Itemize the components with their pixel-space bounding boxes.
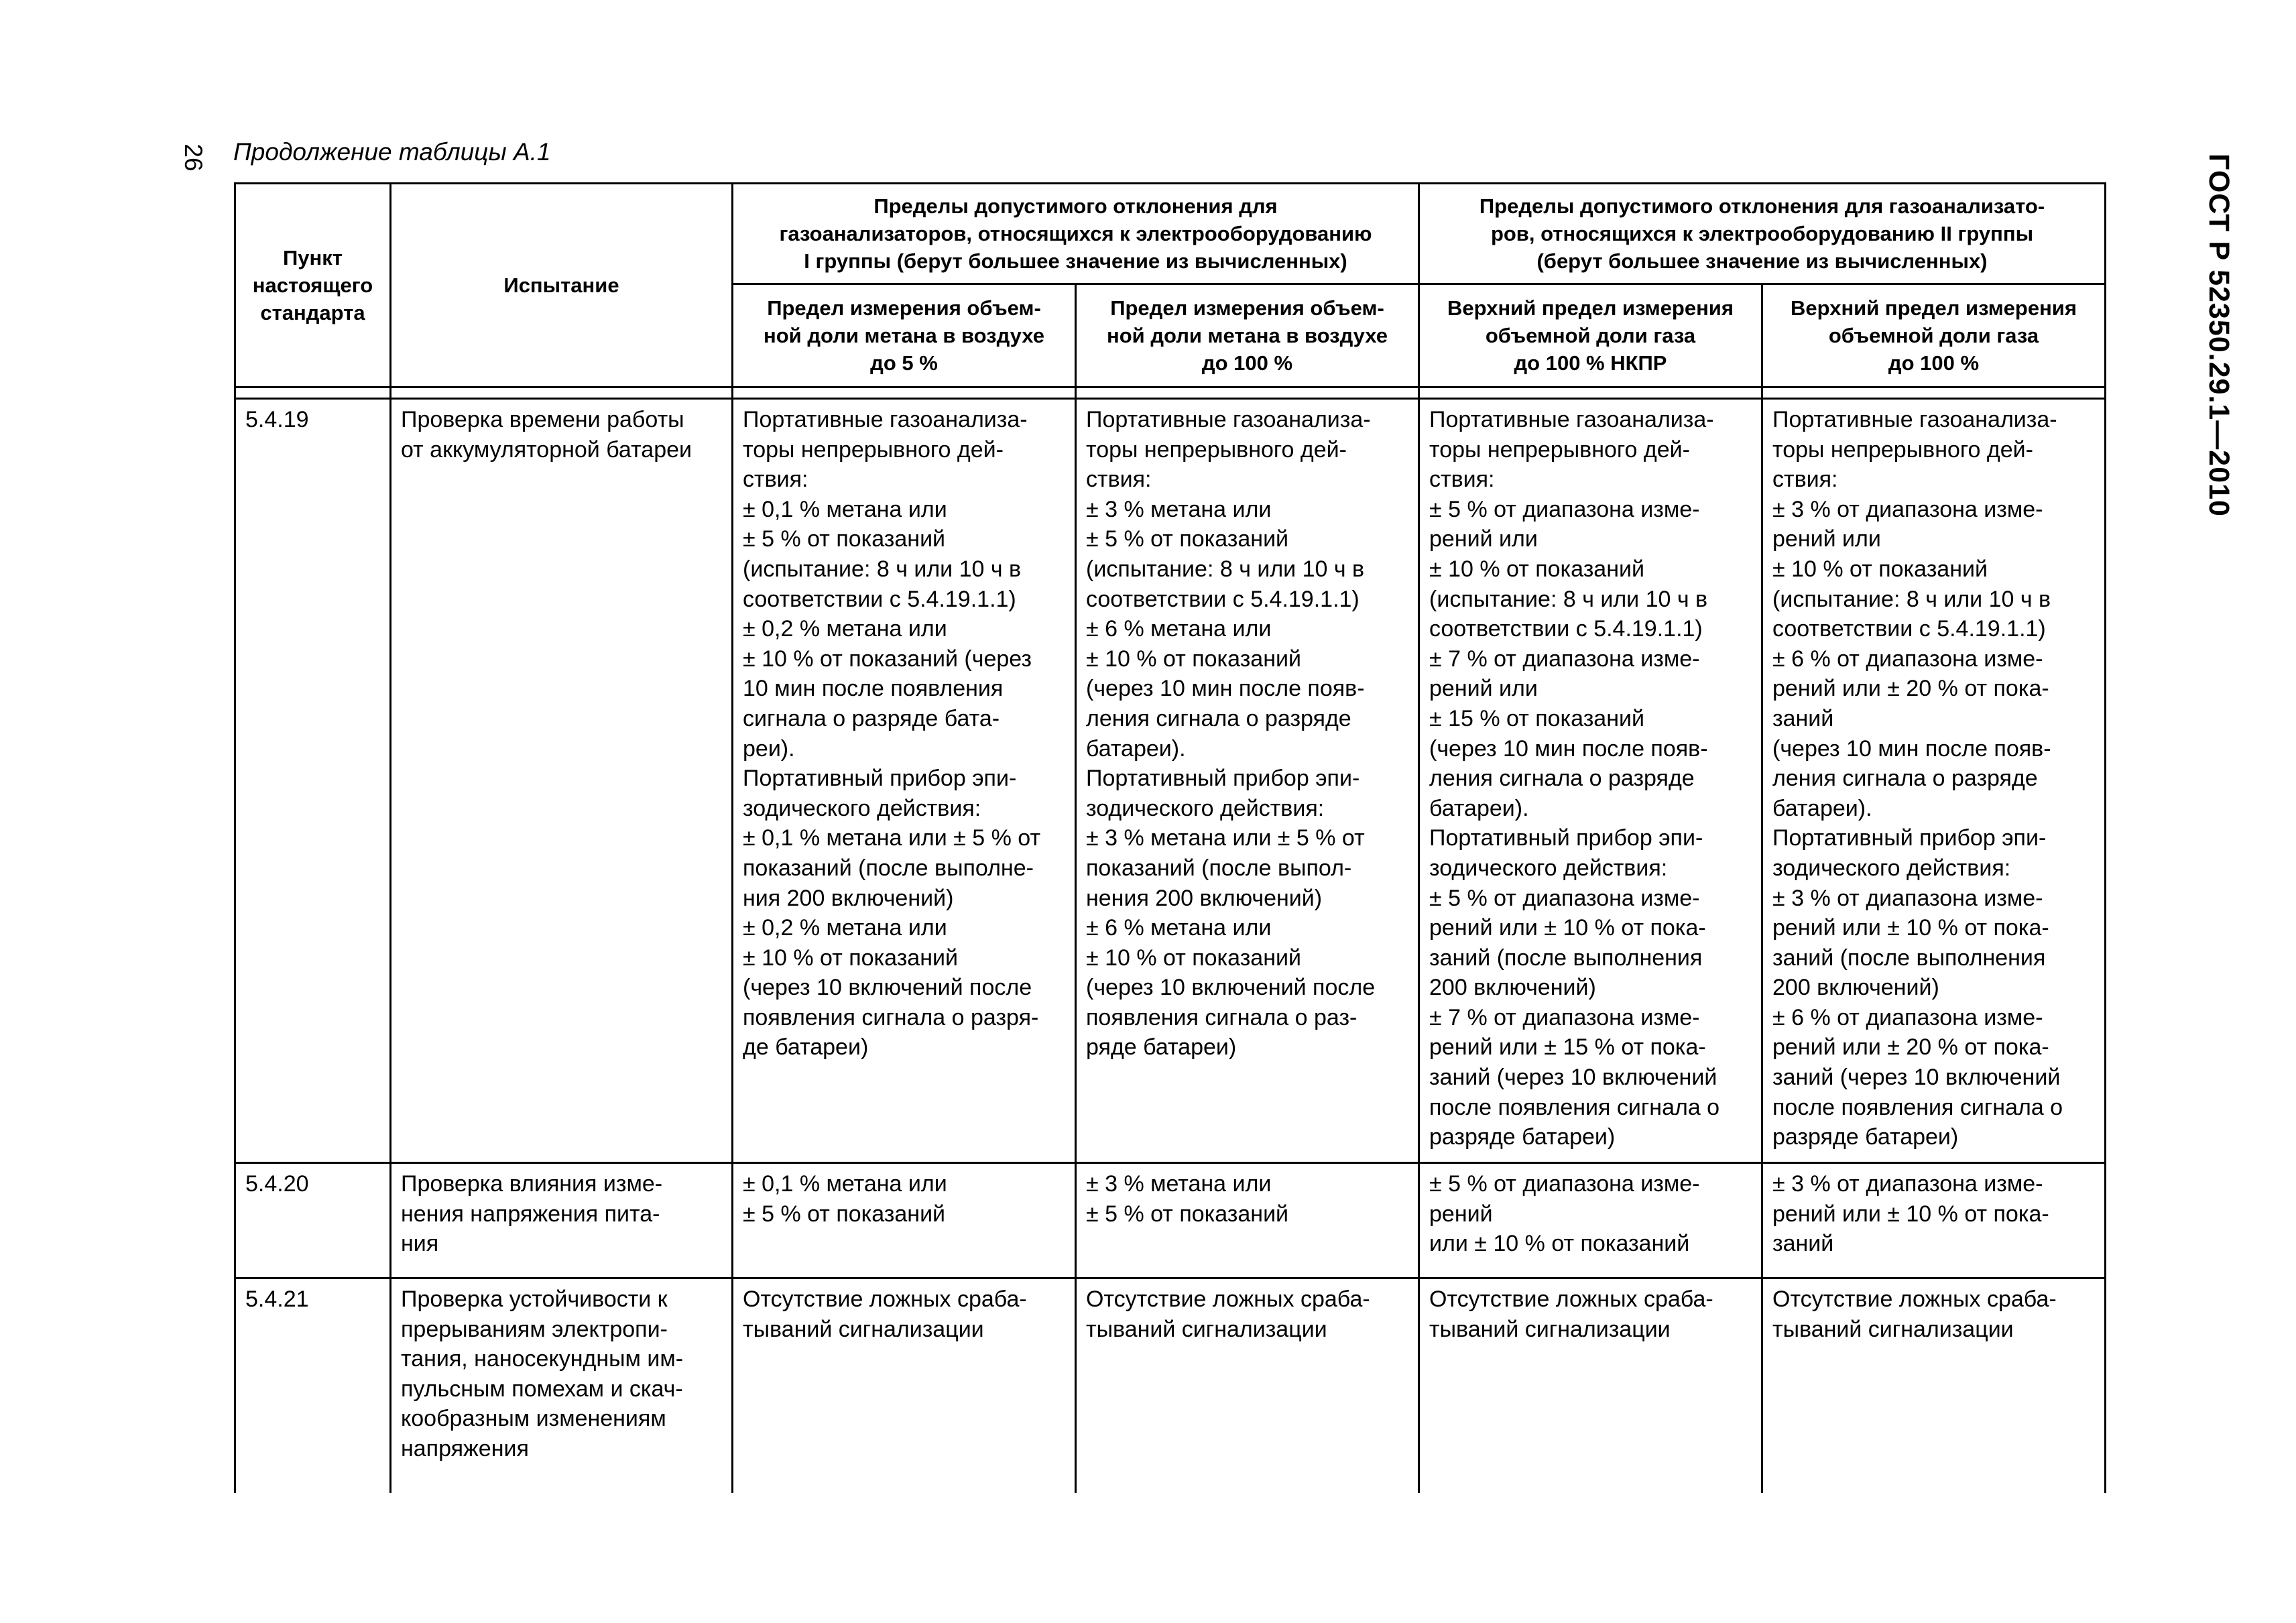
text-line: (испытание: 8 ч или 10 ч в <box>1086 556 1365 582</box>
text-line: 200 включений) <box>1772 975 1939 1001</box>
text-line: Проверка времени работы <box>401 407 684 432</box>
table-caption: Продолжение таблицы А.1 <box>233 138 551 166</box>
text-line: напряжения <box>401 1435 529 1461</box>
text-line: батареи). <box>1772 795 1872 821</box>
text-line: рений или <box>1772 526 1881 552</box>
limit-cell <box>733 1163 1076 1278</box>
header-group2 <box>1419 184 2106 284</box>
text-line: разряде батареи) <box>1429 1124 1616 1150</box>
text-line: ± 10 % от показаний <box>1086 646 1301 672</box>
text-line: появления сигнала о разря- <box>743 1004 1039 1030</box>
limit-cell <box>1762 1278 2106 1493</box>
text-line: (испытание: 8 ч или 10 ч в <box>743 556 1022 582</box>
text-line: нения 200 включений) <box>1086 885 1323 911</box>
text-line: торы непрерывного дей- <box>1772 436 2033 463</box>
text-line: прерываниям электропи- <box>401 1316 668 1342</box>
text-line: соответствии с 5.4.19.1.1) <box>1429 616 1703 642</box>
text-line: заний <box>1772 705 1834 731</box>
header-clause <box>235 184 391 387</box>
text-line: де батареи) <box>743 1034 869 1061</box>
header-sub1 <box>733 284 1076 387</box>
limit-cell <box>1076 1278 1419 1493</box>
text-line: Портативные газоанализа- <box>1429 407 1714 432</box>
text-line: ной доли метана в воздухе <box>1107 324 1388 347</box>
text-line: ± 5 % от показаний <box>743 526 946 552</box>
text-line: объемной доли газа <box>1485 324 1696 347</box>
header-separator <box>235 387 2106 399</box>
text-line: ления сигнала о разряде <box>1429 766 1695 792</box>
text-line: появления сигнала о раз- <box>1086 1004 1357 1030</box>
text-line: соответствии с 5.4.19.1.1) <box>1086 586 1360 612</box>
text-line: заний (через 10 включений <box>1772 1065 2061 1091</box>
text-line: ± 6 % метана или <box>1086 915 1272 941</box>
text-line: ± 5 % от диапазона изме- <box>1429 496 1700 522</box>
text-line: ± 15 % от показаний <box>1429 705 1644 731</box>
text-line: Верхний предел измерения <box>1791 296 2077 320</box>
standard-code: ГОСТ Р 52350.29.1—2010 <box>2203 154 2236 517</box>
text-line: ± 3 % метана или <box>1086 496 1272 522</box>
text-line: до 5 % <box>870 351 938 375</box>
limit-cell <box>733 1278 1076 1493</box>
text-line: (через 10 включений после <box>743 975 1032 1001</box>
text-line: ± 0,2 % метана или <box>743 915 947 941</box>
limit-cell <box>1762 1163 2106 1278</box>
text-line: (через 10 мин после появ- <box>1772 735 2051 762</box>
text-line: Портативные газоанализа- <box>1086 407 1371 432</box>
text-line: тываний сигнализации <box>1086 1316 1327 1342</box>
text-line: соответствии с 5.4.19.1.1) <box>743 586 1016 612</box>
text-line: зодического действия: <box>1429 855 1668 881</box>
text-line: Отсутствие ложных сраба- <box>1429 1286 1713 1312</box>
text-line: Портативный прибор эпи- <box>743 766 1017 792</box>
text-line: торы непрерывного дей- <box>743 436 1004 463</box>
text-line: рений или ± 15 % от пока- <box>1429 1034 1706 1061</box>
header-group1 <box>733 184 1419 284</box>
text-line: Портативные газоанализа- <box>1772 407 2057 432</box>
text-line: (испытание: 8 ч или 10 ч в <box>1429 586 1708 612</box>
text-line: сигнала о разряде бата- <box>743 705 1000 731</box>
text-line: кообразным изменениям <box>401 1406 666 1432</box>
limit-cell <box>1076 1163 1419 1278</box>
limit-cell <box>1419 399 1762 1163</box>
text-line: заний (после выполнения <box>1429 945 1703 971</box>
text-line: (испытание: 8 ч или 10 ч в <box>1772 586 2051 612</box>
text-line: ± 5 % от показаний <box>743 1201 946 1227</box>
text-line: рений или ± 20 % от пока- <box>1772 1034 2049 1061</box>
text-line: заний (через 10 включений <box>1429 1065 1717 1091</box>
text-line: ± 0,1 % метана или <box>743 496 947 522</box>
text-line: I группы (берут большее значение из вычисленных) <box>804 249 1347 273</box>
text-line: ± 10 % от показаний <box>1086 945 1301 971</box>
text-line: ± 3 % от диапазона изме- <box>1772 1171 2043 1197</box>
text-line: разряде батареи) <box>1772 1124 1959 1150</box>
text-line: ± 10 % от показаний <box>1772 556 1988 582</box>
page-number: 26 <box>180 143 207 172</box>
text-line: ния <box>401 1231 439 1257</box>
requirements-table <box>234 182 2106 1493</box>
text-line: тания, наносекундным им- <box>401 1346 684 1372</box>
text-line: ряде батареи) <box>1086 1034 1237 1061</box>
text-line: Предел измерения объем- <box>767 296 1041 320</box>
text-line: ± 6 % метана или <box>1086 616 1272 642</box>
text-line: Пределы допустимого отклонения для <box>873 194 1278 218</box>
text-line: ± 3 % метана или <box>1086 1171 1272 1197</box>
text-line: реи). <box>743 735 795 762</box>
test-cell <box>391 1163 733 1278</box>
table-row <box>235 1163 2106 1278</box>
text-line: ствия: <box>1086 467 1152 493</box>
text-line: ствия: <box>1429 467 1495 493</box>
text-line: ± 3 % от диапазона изме- <box>1772 885 2043 911</box>
text-line: зодического действия: <box>1086 795 1325 821</box>
text-line: ± 5 % от диапазона изме- <box>1429 885 1700 911</box>
text-line: тываний сигнализации <box>1429 1316 1671 1342</box>
text-line: показаний (после выполне- <box>743 855 1034 881</box>
limit-cell <box>733 399 1076 1163</box>
limit-cell <box>1419 1278 1762 1493</box>
text-line: ± 5 % от показаний <box>1086 1201 1289 1227</box>
table-row <box>235 1278 2106 1493</box>
text-line: ной доли метана в воздухе <box>764 324 1044 347</box>
text-line: рений или ± 10 % от пока- <box>1772 1201 2049 1227</box>
header-sub4 <box>1762 284 2106 387</box>
text-line: ± 6 % от диапазона изме- <box>1772 646 2043 672</box>
text-line: соответствии с 5.4.19.1.1) <box>1772 616 2046 642</box>
text-line: ния 200 включений) <box>743 885 954 911</box>
text-line: ± 10 % от показаний (через <box>743 646 1032 672</box>
text-line: тываний сигнализации <box>1772 1316 2014 1342</box>
text-line: Портативный прибор эпи- <box>1086 766 1360 792</box>
text-line: ± 3 % метана или ± 5 % от <box>1086 825 1365 851</box>
text-line: до 100 % <box>1201 351 1293 375</box>
text-line: торы непрерывного дей- <box>1429 436 1690 463</box>
text-line: рений или ± 10 % от пока- <box>1429 915 1706 941</box>
text-line: Пункт <box>283 246 343 269</box>
test-cell <box>391 399 733 1163</box>
text-line: пульсным помехам и скач- <box>401 1376 683 1402</box>
clause-cell: 5.4.21 <box>235 1278 391 1493</box>
text-line: Верхний предел измерения <box>1447 296 1734 320</box>
text-line: батареи). <box>1086 735 1186 762</box>
text-line: Отсутствие ложных сраба- <box>1086 1286 1370 1312</box>
text-line: рений или <box>1429 676 1538 702</box>
limit-cell <box>1076 399 1419 1163</box>
text-line: ров, относящихся к электрооборудованию II группы <box>1490 222 2034 245</box>
text-line: рений или <box>1429 526 1538 552</box>
text-line: рений <box>1429 1201 1493 1227</box>
text-line: ± 7 % от диапазона изме- <box>1429 1004 1700 1030</box>
text-line: ± 5 % от диапазона изме- <box>1429 1171 1700 1197</box>
limit-cell <box>1419 1163 1762 1278</box>
text-line: ± 10 % от показаний <box>1429 556 1644 582</box>
header-sub3 <box>1419 284 1762 387</box>
text-line: ± 5 % от показаний <box>1086 526 1289 552</box>
text-line: рений или ± 10 % от пока- <box>1772 915 2049 941</box>
text-line: до 100 % <box>1888 351 1980 375</box>
text-line: ± 7 % от диапазона изме- <box>1429 646 1700 672</box>
text-line: Пределы допустимого отклонения для газоанализато- <box>1479 194 2045 218</box>
text-line: заний <box>1772 1231 1834 1257</box>
text-line: от аккумуляторной батареи <box>401 436 692 463</box>
text-line: 200 включений) <box>1429 975 1596 1001</box>
text-line: рений или ± 20 % от пока- <box>1772 676 2049 702</box>
header-test: Испытание <box>391 184 733 387</box>
clause-cell: 5.4.19 <box>235 399 391 1163</box>
text-line: Портативный прибор эпи- <box>1429 825 1703 851</box>
text-line: ± 0,1 % метана или ± 5 % от <box>743 825 1041 851</box>
table-row <box>235 399 2106 1163</box>
text-line: Портативный прибор эпи- <box>1772 825 2047 851</box>
text-line: ствия: <box>743 467 808 493</box>
clause-cell: 5.4.20 <box>235 1163 391 1278</box>
text-line: батареи). <box>1429 795 1529 821</box>
text-line: ± 10 % от показаний <box>743 945 958 971</box>
text-line: ствия: <box>1772 467 1838 493</box>
text-line: газоанализаторов, относящихся к электрооборудованию <box>779 222 1372 245</box>
text-line: показаний (после выпол- <box>1086 855 1352 881</box>
text-line: или ± 10 % от показаний <box>1429 1231 1690 1257</box>
limit-cell <box>1762 399 2106 1163</box>
text-line: ± 0,1 % метана или <box>743 1171 947 1197</box>
text-line: ± 0,2 % метана или <box>743 616 947 642</box>
text-line: ления сигнала о разряде <box>1086 705 1351 731</box>
text-line: Предел измерения объем- <box>1110 296 1384 320</box>
text-line: тываний сигнализации <box>743 1316 984 1342</box>
text-line: после появления сигнала о <box>1772 1094 2063 1120</box>
text-line: (через 10 мин после появ- <box>1429 735 1708 762</box>
text-line: настоящего <box>252 274 373 297</box>
text-line: 10 мин после появления <box>743 676 1004 702</box>
text-line: торы непрерывного дей- <box>1086 436 1347 463</box>
text-line: после появления сигнала о <box>1429 1094 1720 1120</box>
text-line: Портативные газоанализа- <box>743 407 1028 432</box>
text-line: до 100 % НКПР <box>1514 351 1667 375</box>
text-line: Проверка устойчивости к <box>401 1286 668 1312</box>
header-sub2 <box>1076 284 1419 387</box>
text-line: ± 6 % от диапазона изме- <box>1772 1004 2043 1030</box>
text-line: Проверка влияния изме- <box>401 1171 663 1197</box>
text-line: объемной доли газа <box>1828 324 2039 347</box>
text-line: (через 10 включений после <box>1086 975 1376 1001</box>
text-line: зодического действия: <box>743 795 981 821</box>
text-line: стандарта <box>260 301 365 324</box>
test-cell <box>391 1278 733 1493</box>
text-line: ления сигнала о разряде <box>1772 766 2038 792</box>
text-line: заний (после выполнения <box>1772 945 2046 971</box>
text-line: Отсутствие ложных сраба- <box>743 1286 1027 1312</box>
text-line: зодического действия: <box>1772 855 2011 881</box>
text-line: (берут большее значение из вычисленных) <box>1536 249 1988 273</box>
text-line: ± 3 % от диапазона изме- <box>1772 496 2043 522</box>
text-line: (через 10 мин после появ- <box>1086 676 1365 702</box>
text-line: Отсутствие ложных сраба- <box>1772 1286 2057 1312</box>
text-line: нения напряжения пита- <box>401 1201 660 1227</box>
